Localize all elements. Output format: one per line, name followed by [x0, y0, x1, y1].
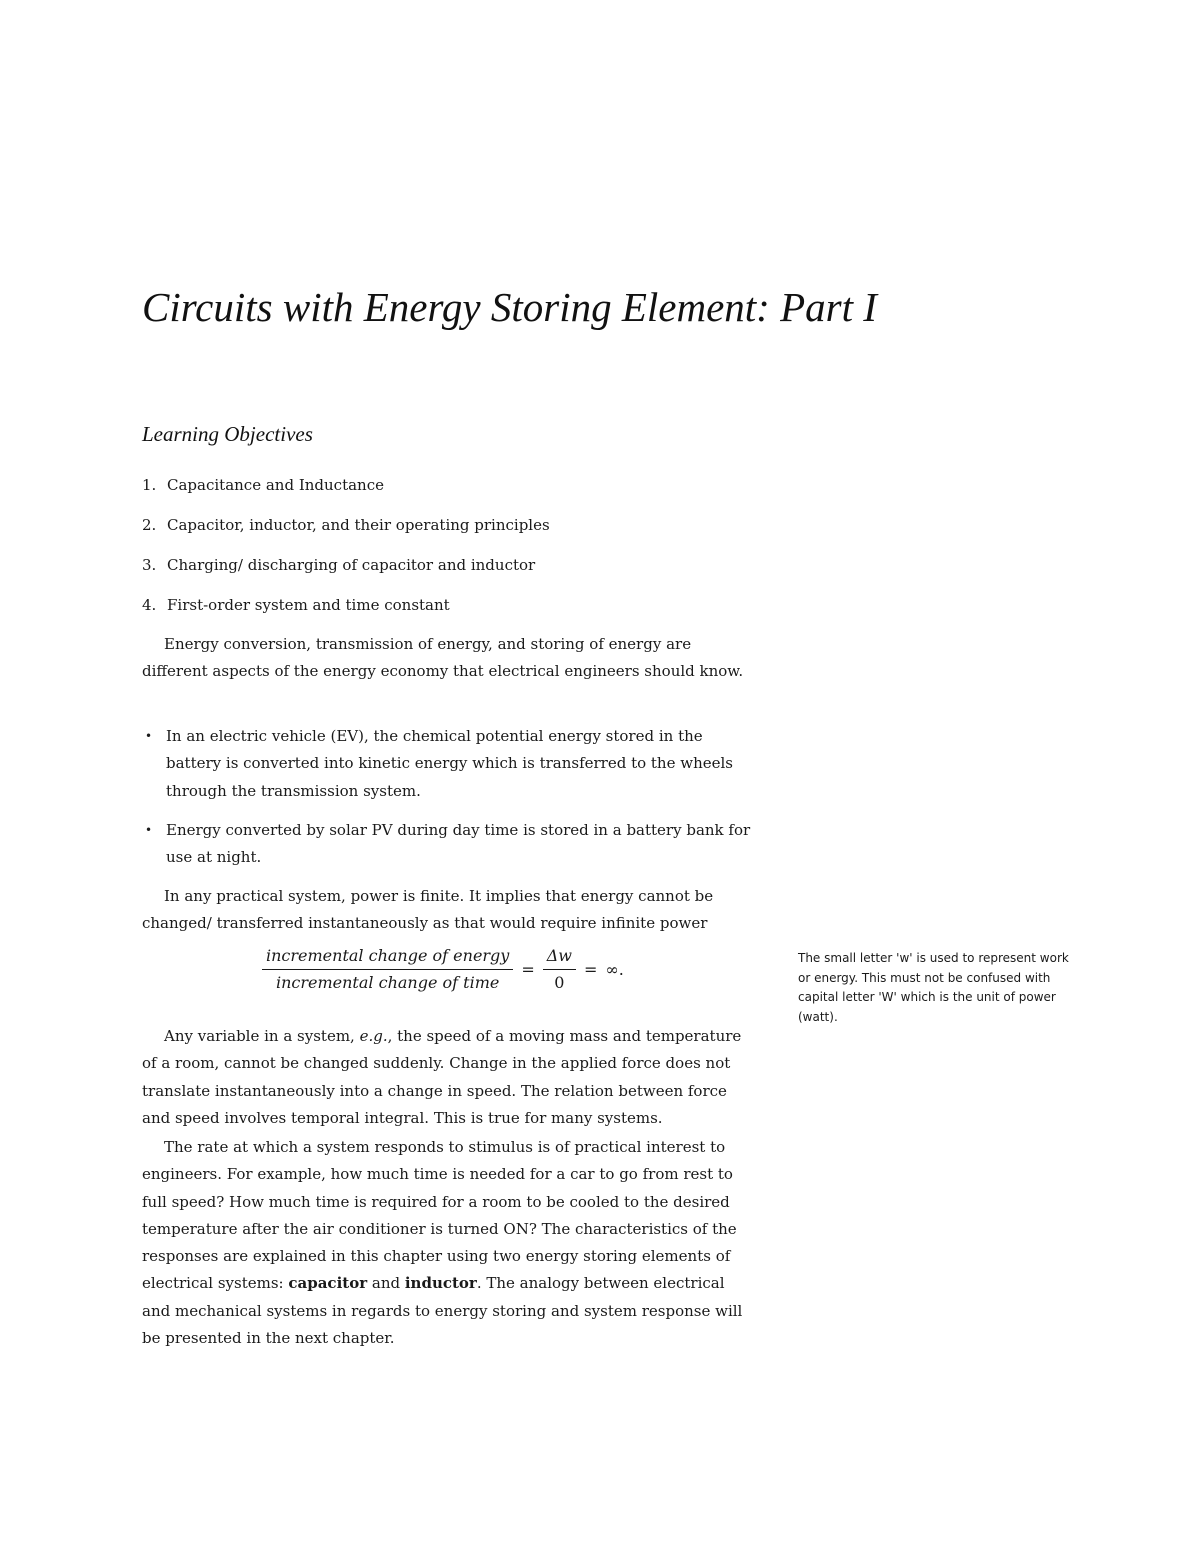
equation-numerator: incremental change of energy: [262, 945, 513, 970]
bullet-item-ev: [142, 723, 757, 805]
response-paragraph: [142, 1134, 757, 1352]
bullet-text: In an electric vehicle (EV), the chemical potential energy stored in the battery is converted into kinetic energy which is transferred to the wheels through the transmission system.: [166, 727, 733, 800]
objective-text: Capacitance and Inductance: [167, 476, 384, 494]
term-inductor: inductor: [404, 1274, 477, 1293]
equation-denominator-zero: 0: [554, 973, 565, 992]
bullet-dot: •: [145, 729, 153, 743]
learning-objectives-list: [142, 472, 762, 632]
chapter-title: Circuits with Energy Storing Element: Part I: [142, 284, 877, 330]
objective-text: Charging/ discharging of capacitor and inductor: [167, 556, 536, 574]
objective-number: 2.: [142, 516, 157, 534]
para4-after: . The analogy between electrical and mechanical systems in regards to energy storing and system response will be presented in the next chapter.: [142, 1274, 743, 1348]
equals-sign: =: [584, 960, 598, 979]
objective-item: [142, 512, 762, 552]
bullet-text: Energy converted by solar PV during day time is stored in a battery bank for use at night.: [166, 820, 751, 867]
term-capacitor: capacitor: [288, 1274, 368, 1293]
para3-before: Any variable in a system,: [164, 1027, 360, 1045]
energy-equation: [262, 945, 624, 994]
equation-fraction-symbolic: [543, 945, 576, 994]
bullet-dot: •: [145, 822, 153, 837]
example-bullet-list: [142, 723, 757, 871]
para3-after: , the speed of a moving mass and temperature of a room, cannot be changed suddenly. Change in the applied force does not translate instantaneously into a change in speed. The relation between force and speed involves temporal integral. This is true for many systems.: [142, 1027, 742, 1127]
para4-mid: and: [367, 1274, 405, 1293]
objective-number: 4.: [142, 596, 157, 614]
equation-result-infinity: ∞.: [605, 960, 624, 979]
objective-number: 3.: [142, 556, 157, 574]
objective-text: Capacitor, inductor, and their operating principles: [167, 516, 550, 534]
equals-sign: =: [521, 960, 535, 979]
equation-denominator: incremental change of time: [275, 973, 500, 992]
bullet-item-solar: [142, 817, 757, 872]
power-paragraph: In any practical system, power is finite. It implies that energy cannot be changed/ transferred instantaneously as that would require infinite power: [142, 887, 714, 933]
variable-paragraph: [142, 1023, 757, 1132]
para3-eg: e.g.: [359, 1027, 388, 1045]
para4-before: The rate at which a system responds to stimulus is of practical interest to engineers. For example, how much time is needed for a car to go from rest to full speed? How much time is required for a room to be cooled to the desired temperature after the air conditioner is turned ON? The characteristics of the responses are explained in this chapter using two energy storing elements of electrical systems:: [142, 1138, 737, 1293]
equation-numerator-delta-w: Δw: [543, 945, 576, 970]
intro-paragraph: Energy conversion, transmission of energy, and storing of energy are different aspects of the energy economy that electrical engineers should know.: [142, 635, 744, 681]
objective-number: 1.: [142, 476, 157, 494]
equation-fraction-text: [262, 945, 513, 994]
objective-item: [142, 552, 762, 592]
objective-item: [142, 592, 762, 632]
objective-text: First-order system and time constant: [167, 596, 450, 614]
learning-objectives-heading: Learning Objectives: [142, 422, 313, 446]
objective-item: [142, 472, 762, 512]
margin-note: The small letter 'w' is used to represent work or energy. This must not be confused with capital letter 'W' which is the unit of power (watt).: [798, 951, 1069, 1024]
